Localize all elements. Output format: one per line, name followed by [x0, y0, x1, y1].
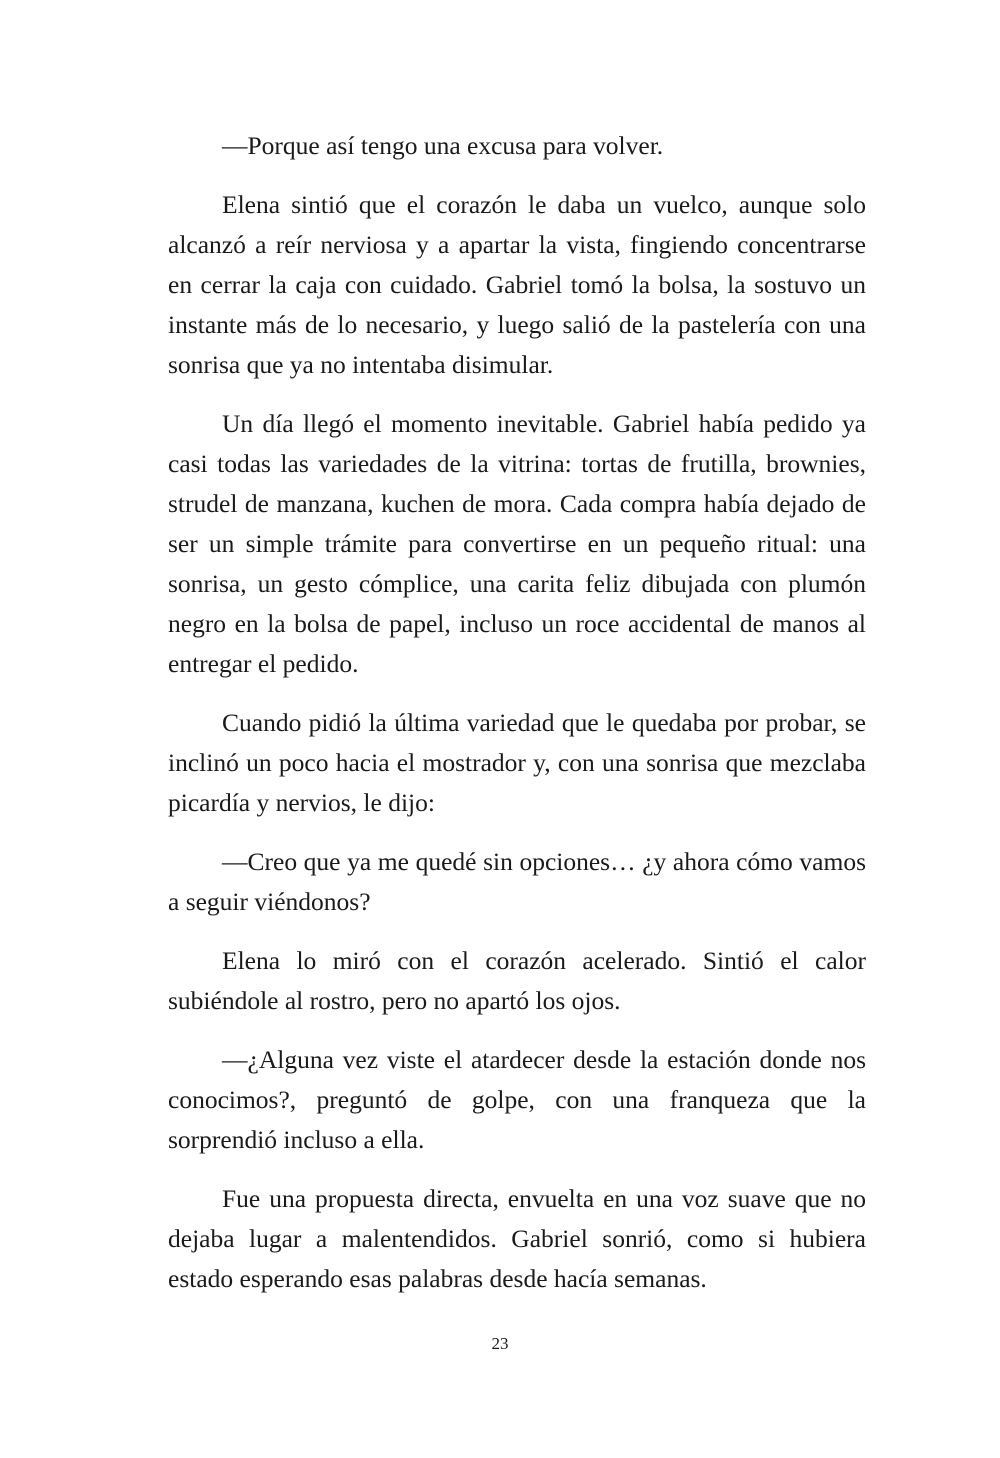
body-text: [168, 126, 866, 1318]
paragraph-6: Elena lo miró con el corazón acelerado. Sintió el calor subiéndole al rostro, pero no apartó los ojos.: [168, 946, 866, 1015]
paragraph-4: Cuando pidió la última variedad que le quedaba por probar, se inclinó un poco hacia el mostrador y, con una sonrisa que mezclaba picardía y nervios, le dijo:: [168, 708, 866, 817]
paragraph-2: Elena sintió que el corazón le daba un vuelco, aunque solo alcanzó a reír nerviosa y a apartar la vista, fingiendo concentrarse en cerrar la caja con cuidado. Gabriel tomó la bolsa, la sostuvo un instante más de lo necesario, y luego salió de la pastelería con una sonrisa que ya no intentaba disimular.: [168, 190, 866, 379]
paragraph-3: Un día llegó el momento inevitable. Gabriel había pedido ya casi todas las variedades de la vitrina: tortas de frutilla, brownies, strudel de manzana, kuchen de mora. Cada compra había dejado de ser un simple trámite para convertirse en un pequeño ritual: una sonrisa, un gesto cómplice, una carita feliz dibujada con plumón negro en la bolsa de papel, incluso un roce accidental de manos al entregar el pedido.: [168, 409, 866, 678]
paragraph-1: —Porque así tengo una excusa para volver.: [222, 131, 664, 160]
paragraph-5: —Creo que ya me quedé sin opciones… ¿y ahora cómo vamos a seguir viéndonos?: [168, 847, 866, 916]
page-number: 23: [491, 1334, 509, 1353]
paragraph-7: —¿Alguna vez viste el atardecer desde la estación donde nos conocimos?, preguntó de golpe, con una franqueza que la sorprendió incluso a ella.: [168, 1045, 866, 1154]
paragraph-8: Fue una propuesta directa, envuelta en una voz suave que no dejaba lugar a malentendidos. Gabriel sonrió, como si hubiera estado esperando esas palabras desde hacía semanas.: [168, 1184, 866, 1293]
